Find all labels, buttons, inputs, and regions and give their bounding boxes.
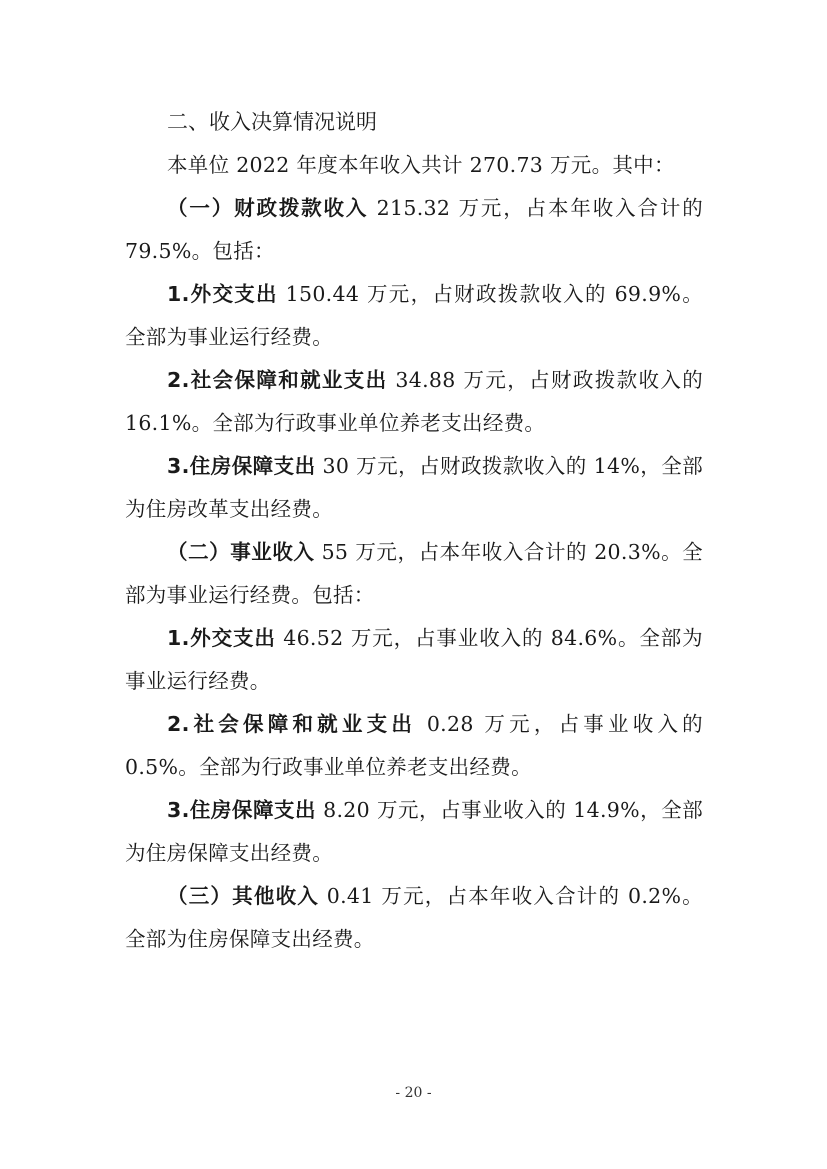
section-1-label: （一）财政拨款收入 — [167, 196, 369, 220]
section-2-text: 55 万元，占本年收入合计的 20.3%。全部为事业运行经费。包括： — [125, 540, 703, 607]
item-text: 8.20 万元，占事业收入的 14.9%，全部为住房保障支出经费。 — [125, 798, 703, 865]
section-3-label: （三）其他收入 — [167, 884, 320, 908]
item-text: 30 万元，占财政拨款收入的 14%，全部为住房改革支出经费。 — [125, 454, 703, 521]
item-label: 2.社会保障和就业支出 — [167, 368, 388, 392]
section-2-item-1 — [125, 617, 703, 703]
section-2-item-3 — [125, 789, 703, 875]
section-heading: 二、收入决算情况说明 — [167, 110, 377, 134]
section-1-paragraph — [125, 187, 703, 273]
section-3-text: 0.41 万元，占本年收入合计的 0.2%。全部为住房保障支出经费。 — [125, 884, 703, 951]
section-2-label: （二）事业收入 — [167, 540, 315, 564]
section-1-item-3 — [125, 445, 703, 531]
section-2-paragraph — [125, 531, 703, 617]
section-1-item-2 — [125, 359, 703, 445]
document-body — [125, 100, 703, 961]
item-text: 34.88 万元，占财政拨款收入的 16.1%。全部为行政事业单位养老支出经费。 — [125, 368, 703, 435]
item-text: 0.28 万元，占事业收入的 0.5%。全部为行政事业单位养老支出经费。 — [125, 712, 703, 779]
item-label: 2.社会保障和就业支出 — [167, 712, 417, 736]
item-label: 3.住房保障支出 — [167, 798, 317, 822]
section-1-text: 215.32 万元，占本年收入合计的 79.5%。包括： — [125, 196, 704, 263]
item-text: 46.52 万元，占事业收入的 84.6%。全部为事业运行经费。 — [125, 626, 703, 693]
section-3-paragraph — [125, 875, 703, 961]
section-2-item-2 — [125, 703, 703, 789]
item-label: 1.外交支出 — [167, 626, 276, 650]
item-label: 3.住房保障支出 — [167, 454, 316, 478]
section-1-item-1 — [125, 273, 703, 359]
page-number: - 20 - — [395, 1085, 432, 1101]
item-text: 150.44 万元，占财政拨款收入的 69.9%。全部为事业运行经费。 — [125, 282, 703, 349]
item-label: 1.外交支出 — [167, 282, 278, 306]
intro-paragraph: 本单位 2022 年度本年收入共计 270.73 万元。其中： — [167, 153, 675, 177]
